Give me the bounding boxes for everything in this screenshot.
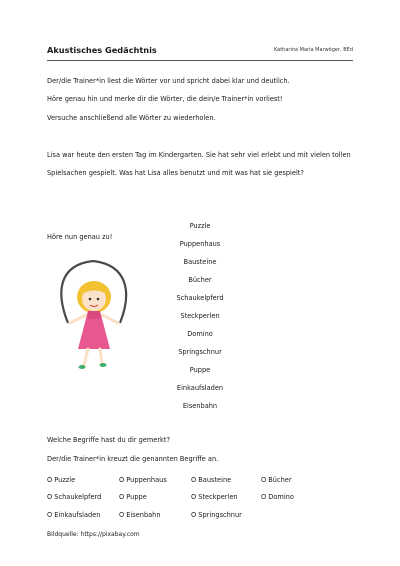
trainer-instruction: Der/die Trainer*in kreuzt die genannten Begriffe an. bbox=[47, 455, 219, 463]
author-name: Katharina Maria Marwöger, BEd bbox=[273, 47, 353, 53]
option-domino[interactable]: O Domino bbox=[261, 493, 294, 501]
word-item: Schaukelpferd bbox=[176, 294, 224, 302]
eye bbox=[97, 298, 100, 301]
word-item: Springschnur bbox=[178, 348, 222, 356]
page-title: Akustisches Gedächtnis bbox=[47, 45, 157, 55]
eye bbox=[89, 298, 92, 301]
option-steckperlen[interactable]: O Steckperlen bbox=[191, 493, 238, 501]
recall-question: Welche Begriffe hast du dir gemerkt? bbox=[47, 436, 170, 444]
word-item: Einkaufsladen bbox=[176, 384, 224, 392]
header-divider bbox=[47, 60, 353, 61]
left-leg bbox=[84, 349, 88, 365]
dress-top bbox=[87, 311, 101, 319]
option-springschnur[interactable]: O Springschnur bbox=[191, 511, 242, 519]
right-shoe bbox=[100, 363, 107, 367]
word-item: Eisenbahn bbox=[182, 402, 218, 410]
option-eisenbahn[interactable]: O Eisenbahn bbox=[119, 511, 161, 519]
right-leg bbox=[100, 349, 102, 363]
listen-prompt: Höre nun genau zu! bbox=[47, 233, 113, 241]
instruction-line: Versuche anschließend alle Wörter zu wiederholen. bbox=[47, 114, 216, 122]
word-item: Puppe bbox=[189, 366, 211, 374]
option-buecher[interactable]: O Bücher bbox=[261, 476, 292, 484]
word-item: Domino bbox=[187, 330, 213, 338]
option-puppe[interactable]: O Puppe bbox=[119, 493, 147, 501]
image-credit: Bildquelle: https://pixabay.com bbox=[47, 531, 140, 538]
word-item: Puzzle bbox=[189, 222, 211, 230]
left-arm bbox=[70, 315, 86, 323]
word-item: Bücher bbox=[188, 276, 212, 284]
word-item: Puppenhaus bbox=[179, 240, 221, 248]
option-schaukelpferd[interactable]: O Schaukelpferd bbox=[47, 493, 102, 501]
word-item: Bausteine bbox=[183, 258, 217, 266]
checkbox-options bbox=[47, 472, 347, 522]
story-line: Spielsachen gespielt. Was hat Lisa alles benutzt und mit was hat sie gespielt? bbox=[47, 169, 304, 177]
option-einkaufsladen[interactable]: O Einkaufsladen bbox=[47, 511, 101, 519]
option-puzzle[interactable]: O Puzzle bbox=[47, 476, 76, 484]
option-bausteine[interactable]: O Bausteine bbox=[191, 476, 232, 484]
right-arm bbox=[102, 315, 118, 323]
story-line: Lisa war heute den ersten Tag im Kindergarten. Sie hat sehr viel erlebt und mit vielen tollen bbox=[47, 151, 351, 159]
instruction-line: Der/die Trainer*in liest die Wörter vor und spricht dabei klar und deutlich. bbox=[47, 77, 290, 85]
girl-jumping-rope-illustration bbox=[48, 253, 138, 378]
option-puppenhaus[interactable]: O Puppenhaus bbox=[119, 476, 167, 484]
word-item: Steckperlen bbox=[180, 312, 220, 320]
header bbox=[47, 45, 353, 59]
left-shoe bbox=[79, 365, 86, 369]
instruction-line: Höre genau hin und merke dir die Wörter, die dein/e Trainer*in vorliest! bbox=[47, 95, 283, 103]
